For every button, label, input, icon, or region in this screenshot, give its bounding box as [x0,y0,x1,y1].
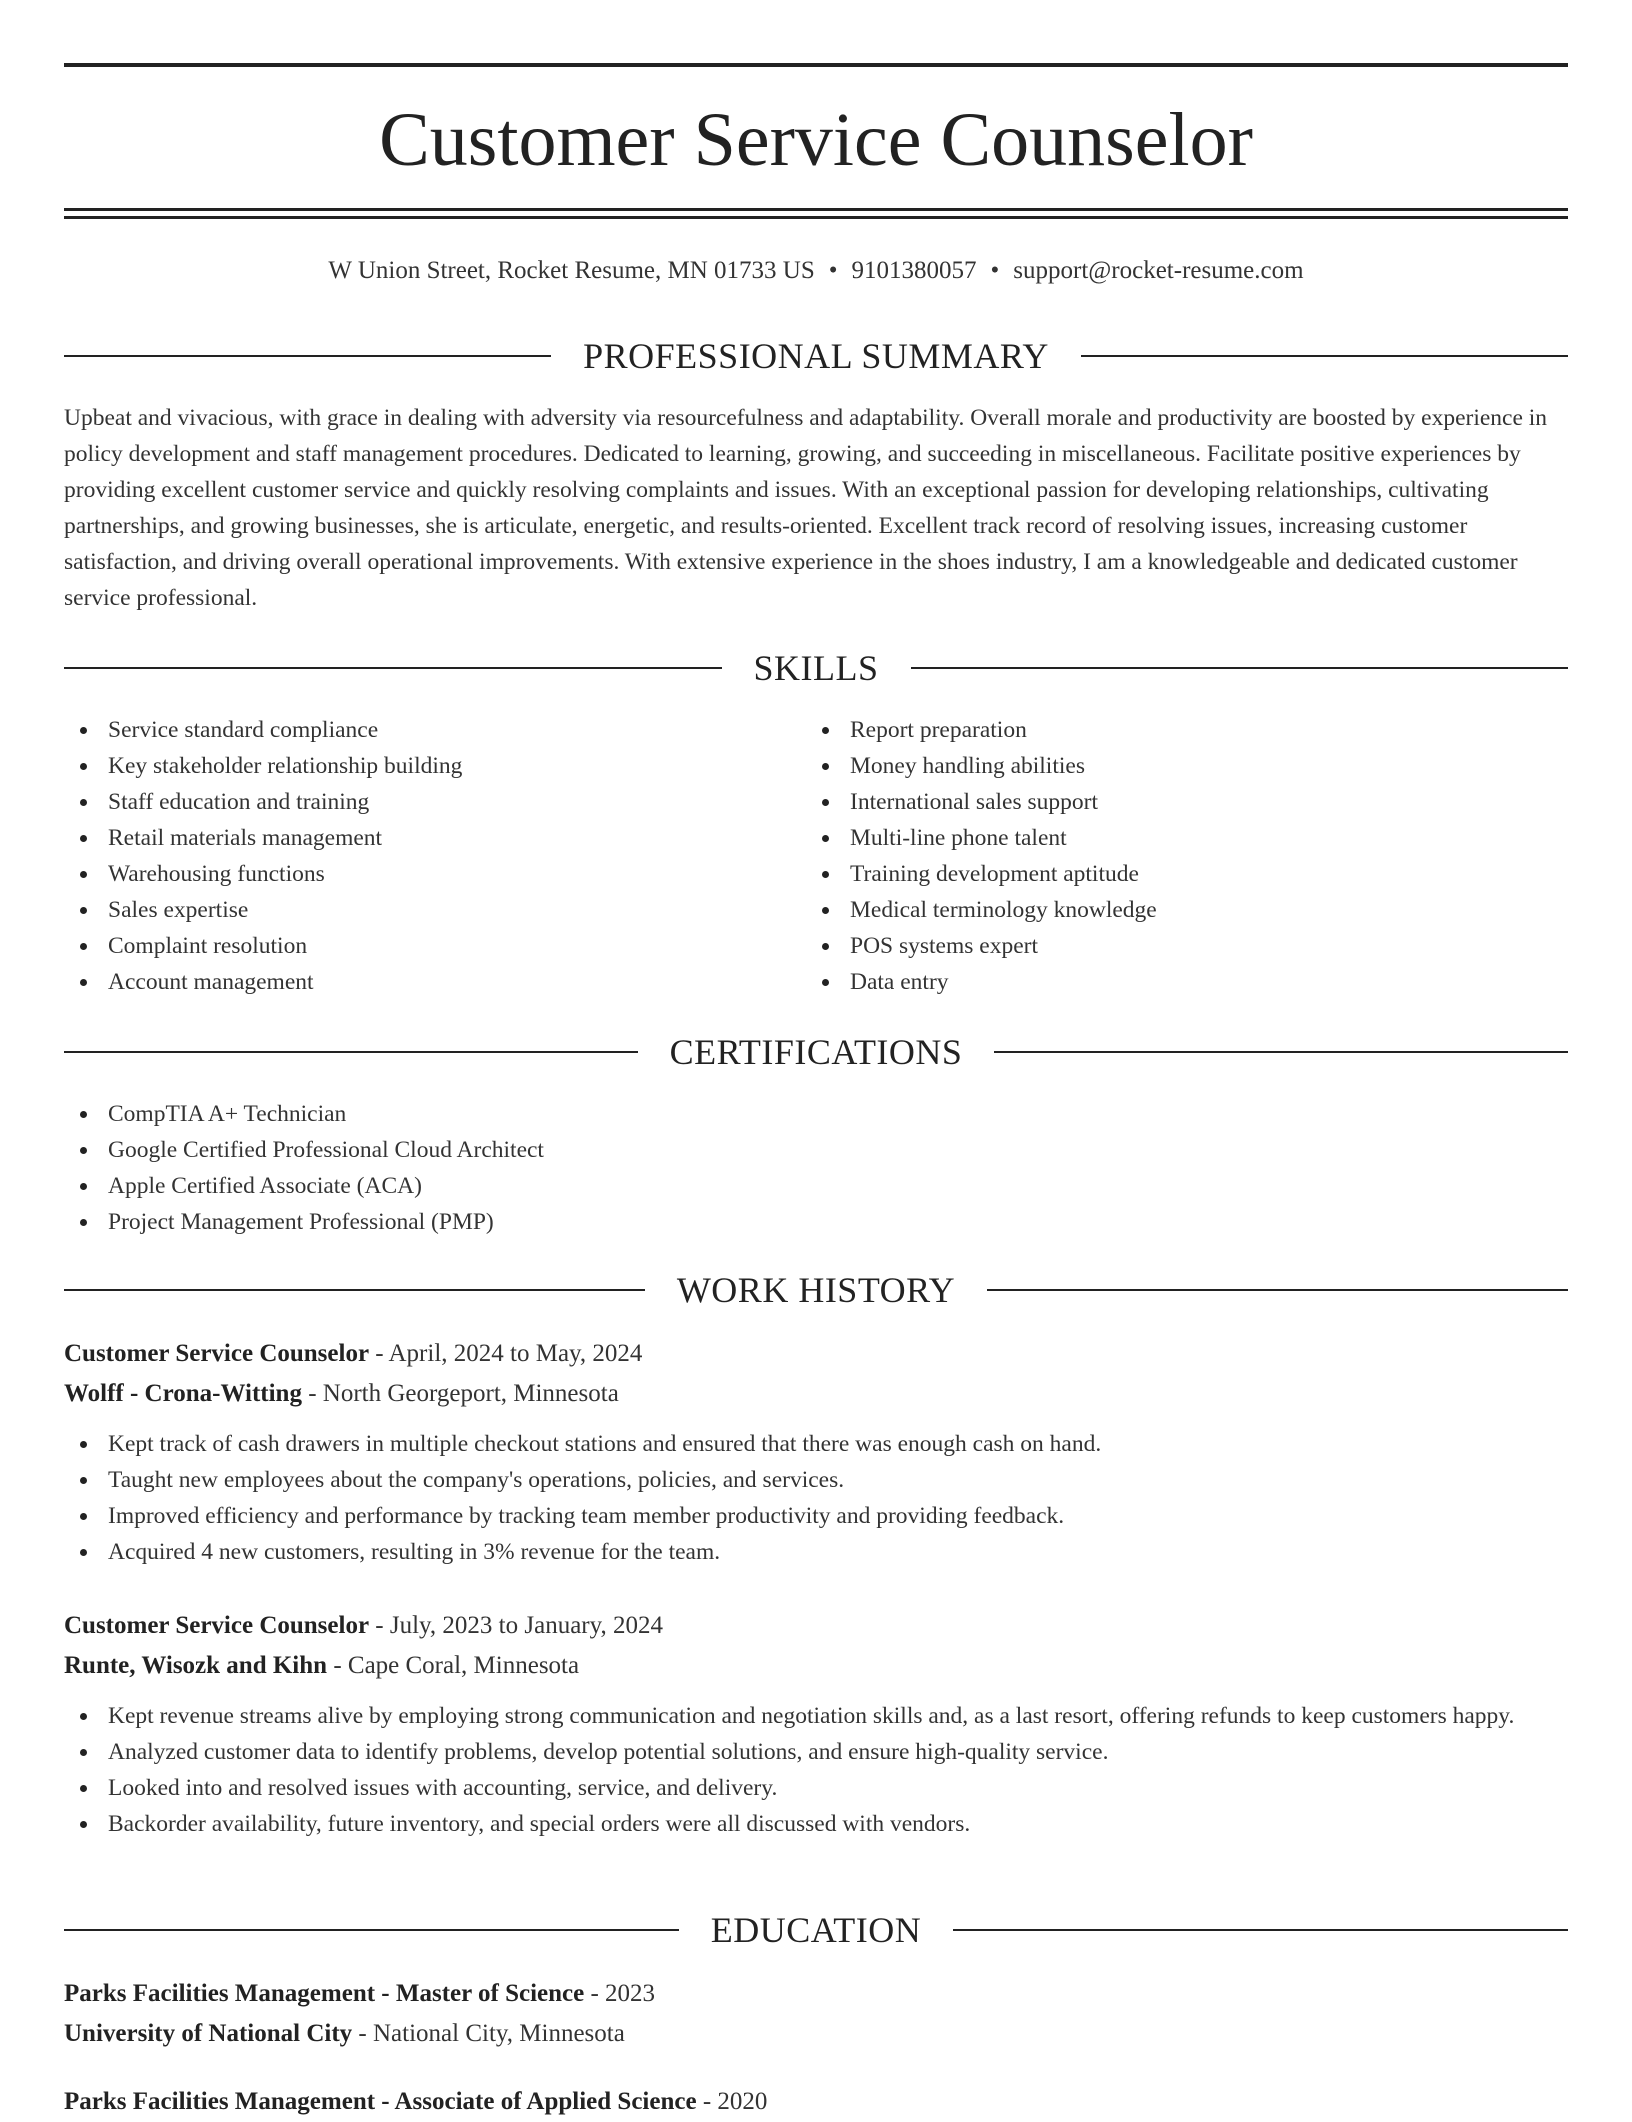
divider [1081,355,1568,357]
skills-list-left [64,712,764,1000]
list-item: Service standard compliance [64,712,764,748]
list-item: Training development aptitude [806,856,1506,892]
divider [64,1929,679,1931]
contact-email[interactable]: support@rocket-resume.com [1013,257,1304,284]
job-dates: - July, 2023 to January, 2024 [369,1612,663,1639]
list-item: Backorder availability, future inventory, and special orders were all discussed with vendors. [64,1806,1568,1842]
job-company: Runte, Wisozk and Kihn [64,1652,328,1679]
divider [994,1051,1568,1053]
job-location: - Cape Coral, Minnesota [327,1652,580,1679]
work-heading [64,1268,1568,1312]
education-year: - 2023 [584,1980,656,2007]
education-heading [64,1908,1568,1952]
certifications-list [64,1096,1568,1240]
education-heading-label: EDUCATION [710,1910,922,1950]
list-item: Money handling abilities [806,748,1506,784]
list-item: Retail materials management [64,820,764,856]
summary-text: Upbeat and vivacious, with grace in dealing with adversity via resourcefulness and adaptability. Overall morale and productivity are boosted by experience in policy development and staff management procedures. Dedicated to learning, growing, and succeeding in miscellaneous. Facilitate positive experiences by providing excellent customer service and quickly resolving complaints and issues. With an exceptional passion for developing relationships, cultivating partnerships, and growing businesses, she is articulate, energetic, and results-oriented. Excellent track record of resolving issues, increasing customer satisfaction, and driving overall operational improvements. With extensive experience in the shoes industry, I am a knowledgeable and dedicated customer service professional. [64,405,1548,611]
divider [64,355,551,357]
list-item: Improved efficiency and performance by tracking team member productivity and providing feedback. [64,1498,1568,1534]
list-item: Kept revenue streams alive by employing strong communication and negotiation skills and, as a last resort, offering refunds to keep customers happy. [64,1698,1568,1734]
header-bottom-rule-2 [64,216,1568,219]
divider [911,667,1569,669]
job-title: Customer Service Counselor [64,1612,370,1639]
job-company-line [64,1646,1568,1686]
education-entry [64,1974,1568,2054]
job-dates: - April, 2024 to May, 2024 [369,1340,643,1367]
job-company-line [64,1374,1568,1414]
list-item: Analyzed customer data to identify problems, develop potential solutions, and ensure high-quality service. [64,1734,1568,1770]
divider [64,667,722,669]
list-item: Account management [64,964,764,1000]
list-item: Kept track of cash drawers in multiple checkout stations and ensured that there was enough cash on hand. [64,1426,1568,1462]
list-item: CompTIA A+ Technician [64,1096,1568,1132]
education-year: - 2020 [696,2088,768,2115]
list-item: Sales expertise [64,892,764,928]
job-bullets [64,1698,1568,1842]
education-degree: Parks Facilities Management - Master of Science [64,1980,585,2007]
list-item: Complaint resolution [64,928,764,964]
divider [64,1051,638,1053]
education-degree: Parks Facilities Management - Associate of Applied Science [64,2088,697,2115]
job-entry [64,1334,1568,1570]
skills-heading [64,646,1568,690]
job-bullets [64,1426,1568,1570]
list-item: Report preparation [806,712,1506,748]
job-title-line [64,1334,1568,1374]
list-item: Staff education and training [64,784,764,820]
education-degree-line [64,1974,1568,2014]
education-school-line [64,2014,1568,2054]
job-company: Wolff - Crona-Witting [64,1380,302,1407]
job-title-line [64,1606,1568,1646]
certifications-heading [64,1030,1568,1074]
list-item: Google Certified Professional Cloud Architect [64,1132,1568,1168]
list-item: Warehousing functions [64,856,764,892]
education-degree-line [64,2082,1568,2122]
education-location: - National City, Minnesota [352,2020,625,2047]
contact-separator: • [990,257,1000,284]
education-school: University of National City [64,2020,353,2047]
list-item: Multi-line phone talent [806,820,1506,856]
contact-address: W Union Street, Rocket Resume, MN 01733 US [328,257,815,284]
list-item: International sales support [806,784,1506,820]
list-item: Acquired 4 new customers, resulting in 3% revenue for the team. [64,1534,1568,1570]
summary-heading [64,334,1568,378]
list-item: Looked into and resolved issues with accounting, service, and delivery. [64,1770,1568,1806]
skills-list-right [806,712,1506,1000]
resume-title: Customer Service Counselor [379,98,1253,182]
job-location: - North Georgeport, Minnesota [301,1380,619,1407]
divider [64,1289,645,1291]
skills-heading-label: SKILLS [753,648,879,688]
list-item: Medical terminology knowledge [806,892,1506,928]
list-item: Data entry [806,964,1506,1000]
education-entry [64,2082,1568,2122]
divider [987,1289,1568,1291]
contact-phone: 9101380057 [851,257,977,284]
contact-separator: • [828,257,838,284]
summary-heading-label: PROFESSIONAL SUMMARY [583,336,1049,376]
work-heading-label: WORK HISTORY [676,1270,956,1310]
list-item: Taught new employees about the company's operations, policies, and services. [64,1462,1568,1498]
job-entry [64,1606,1568,1842]
header-top-rule [64,63,1568,67]
list-item: POS systems expert [806,928,1506,964]
certifications-heading-label: CERTIFICATIONS [669,1032,963,1072]
job-title: Customer Service Counselor [64,1340,370,1367]
divider [953,1929,1568,1931]
header-bottom-rule [64,208,1568,211]
list-item: Apple Certified Associate (ACA) [64,1168,1568,1204]
contact-info [64,254,1568,288]
list-item: Project Management Professional (PMP) [64,1204,1568,1240]
list-item: Key stakeholder relationship building [64,748,764,784]
